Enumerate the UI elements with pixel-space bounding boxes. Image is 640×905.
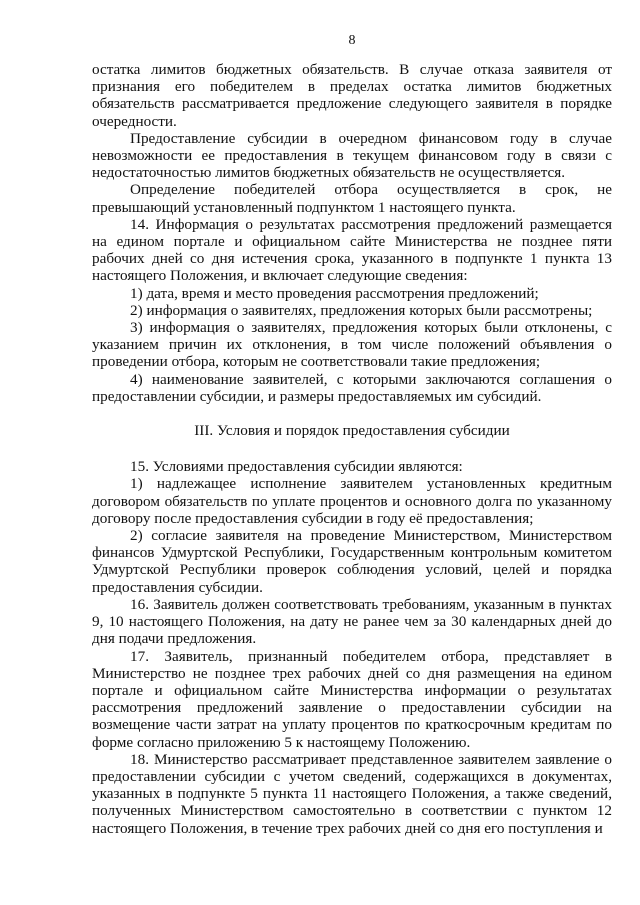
paragraph: 4) наименование заявителей, с которыми заключаются соглашения о предоставлении субсидии, и размеры предоставляемых им субсидий. [92,370,612,405]
paragraph: 2) согласие заявителя на проведение Министерством, Министерством финансов Удмуртской Республики, Государственным контрольным комитетом Удмуртской Республики проверок соблюдения условий, целей и порядка предоставления субсидии. [92,527,612,596]
paragraph: 3) информация о заявителях, предложения которых были отклонены, с указанием причин их отклонения, в том числе положений объявления о проведении отбора, которым не соответствовали такие предложения; [92,319,612,371]
paragraph: 17. Заявитель, признанный победителем отбора, представляет в Министерство не позднее трех рабочих дней со дня размещения на едином портале и официальном сайте Министерства информации о результатах рассмотрения предложений заявление о предоставлении субсидии на возмещение части затрат на уплату процентов по краткосрочным кредитам по форме согласно приложению 5 к настоящему Положению. [92,647,612,751]
paragraph: 1) дата, время и место проведения рассмотрения предложений; [130,284,539,302]
paragraph: 14. Информация о результатах рассмотрения предложений размещается на едином портале и официальном сайте Министерства не позднее пяти рабочих дней со дня истечения срока, указанного в подпункте 1 пункта 13 настоящего Положения, и включает следующие сведения: [92,215,612,285]
paragraph: 2) информация о заявителях, предложения которых были рассмотрены; [130,301,593,319]
paragraph: Предоставление субсидии в очередном финансовом году в случае невозможности ее предоставления в текущем финансовом году в связи с недостаточностью лимитов бюджетных обязательств не осуществляется. [92,129,612,182]
paragraph: 16. Заявитель должен соответствовать требованиям, указанным в пунктах 9, 10 настоящего Положения, на дату не ранее чем за 30 календарных дней до дня подачи предложения. [92,595,612,648]
paragraph: Определение победителей отбора осуществляется в срок, не превышающий установленный подпунктом 1 настоящего пункта. [92,181,612,216]
document-body [92,61,612,837]
section-heading: III. Условия и порядок предоставления субсидии [194,422,510,440]
paragraph: 1) надлежащее исполнение заявителем установленных кредитным договором обязательств по уплате процентов и основного долга по указанному договору после предоставления субсидии в году её предоставления; [92,475,612,527]
paragraph: 15. Условиями предоставления субсидии являются: [130,458,463,476]
paragraph: остатка лимитов бюджетных обязательств. В случае отказа заявителя от признания его победителем в пределах остатка лимитов бюджетных обязательств рассматривается предложение следующего заявителя в порядке очередности. [92,61,612,130]
paragraph: 18. Министерство рассматривает представленное заявителем заявление о предоставлении субсидии с учетом сведений, содержащихся в документах, указанных в подпункте 5 пункта 11 настоящего Положения, а также сведений, полученных Министерством самостоятельно в соответствии с пунктом 12 настоящего Положения, в течение трех рабочих дней со дня его поступления и [92,750,612,837]
page-number: 8 [348,33,356,48]
